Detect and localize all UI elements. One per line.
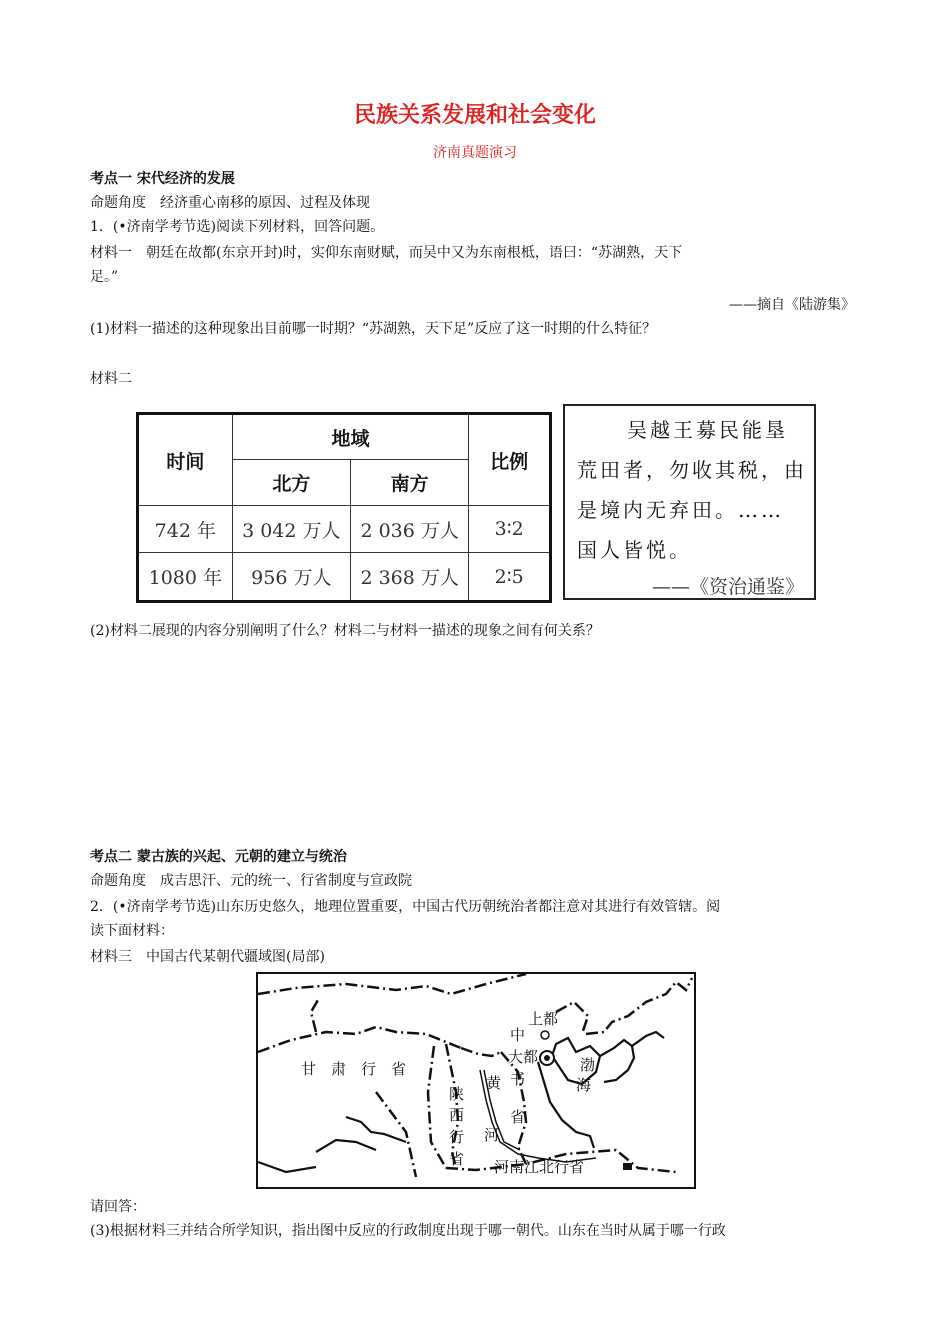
material2-label: 材料二 [90, 371, 132, 387]
label-bohai-2: 海 [576, 1076, 592, 1094]
label-shaanxi-3: 行 [449, 1128, 465, 1146]
question2-line2: 读下面材料： [90, 923, 174, 939]
section1-heading: 考点一 宋代经济的发展 [90, 171, 235, 187]
question1-part2: (2)材料二展现的内容分别阐明了什么？材料二与材料一描述的现象之间有何关系？ [90, 623, 600, 639]
label-shangdu: 上都 [528, 1010, 559, 1028]
table-row [138, 506, 551, 553]
shangdu-marker [541, 1031, 549, 1039]
header-time: 时间 [138, 414, 233, 506]
cell-south: 2 036 万人 [351, 506, 469, 553]
cell-north: 3 042 万人 [232, 506, 350, 553]
label-huanghe-2: 河 [484, 1126, 500, 1144]
label-henan: 河南江北行省 [494, 1158, 585, 1176]
cell-time: 1080 年 [138, 553, 233, 602]
label-gansu: 甘 肃 行 省 [301, 1060, 407, 1078]
shandong-marker [623, 1163, 632, 1170]
cell-ratio: 2∶5 [469, 553, 551, 602]
label-zhongshu-2: 书 [510, 1070, 526, 1088]
cell-ratio: 3∶2 [469, 506, 551, 553]
map-frame [257, 973, 695, 1188]
label-dadu: 大都 [508, 1048, 539, 1066]
quote-line: 吴越王募民能垦 [627, 418, 788, 442]
dadu-capital-dot [544, 1055, 550, 1061]
quote-line: 是境内无弃田。…… [577, 498, 784, 522]
label-shaanxi-2: 西 [449, 1106, 465, 1124]
yuan-territory-map [256, 972, 696, 1189]
label-shaanxi-4: 省 [449, 1150, 465, 1168]
answer-prompt: 请回答： [90, 1199, 146, 1215]
material1-line2: 足。” [90, 269, 119, 285]
table-row [138, 553, 551, 602]
section2-angle: 命题角度 成吉思汗、元的统一、行省制度与宣政院 [90, 873, 412, 889]
section2-heading: 考点二 蒙古族的兴起、元朝的建立与统治 [90, 849, 347, 865]
quote-line: 荒田者，勿收其税，由 [577, 458, 807, 482]
header-region: 地域 [232, 414, 469, 460]
label-huanghe-1: 黄 [486, 1074, 502, 1092]
header-ratio: 比例 [469, 414, 551, 506]
quote-source: ——《资治通鉴》 [651, 576, 804, 598]
page-title: 民族关系发展和社会变化 [353, 103, 596, 128]
material1-source: ——摘自《陆游集》 [729, 297, 855, 313]
question2-part3: (3)根据材料三并结合所学知识，指出图中反应的行政制度出现于哪一朝代。山东在当时从属于哪一行政 [90, 1223, 726, 1239]
cell-north: 956 万人 [232, 553, 350, 602]
cell-south: 2 368 万人 [351, 553, 469, 602]
section1-angle: 命题角度 经济重心南移的原因、过程及体现 [90, 195, 370, 211]
material3-label: 材料三 中国古代某朝代疆域图(局部) [90, 949, 325, 965]
question2-line1: 2．(•济南学考节选)山东历史悠久，地理位置重要，中国古代历朝统治者都注意对其进行有效管辖。阅 [90, 899, 721, 915]
cell-time: 742 年 [138, 506, 233, 553]
label-bohai-1: 渤 [580, 1056, 596, 1074]
quote-line: 国人皆悦。 [577, 538, 692, 562]
label-zhongshu-1: 中 [510, 1026, 526, 1044]
label-shaanxi-1: 陕 [449, 1085, 465, 1103]
material1-line1: 材料一 朝廷在故都(东京开封)时，实仰东南财赋，而吴中又为东南根柢，语曰：“苏湖熟，天下 [90, 245, 683, 261]
question1-intro: 1．(•济南学考节选)阅读下列材料，回答问题。 [90, 219, 385, 235]
question1-part1: (1)材料一描述的这种现象出目前哪一时期？“苏湖熟，天下足”反应了这一时期的什么特征？ [90, 321, 657, 337]
label-zhongshu-3: 省 [510, 1108, 526, 1126]
zizhi-tongjian-quote [563, 404, 816, 600]
population-table [136, 412, 552, 603]
header-north: 北方 [232, 460, 350, 506]
header-south: 南方 [351, 460, 469, 506]
page-subtitle: 济南真题演习 [433, 145, 517, 161]
